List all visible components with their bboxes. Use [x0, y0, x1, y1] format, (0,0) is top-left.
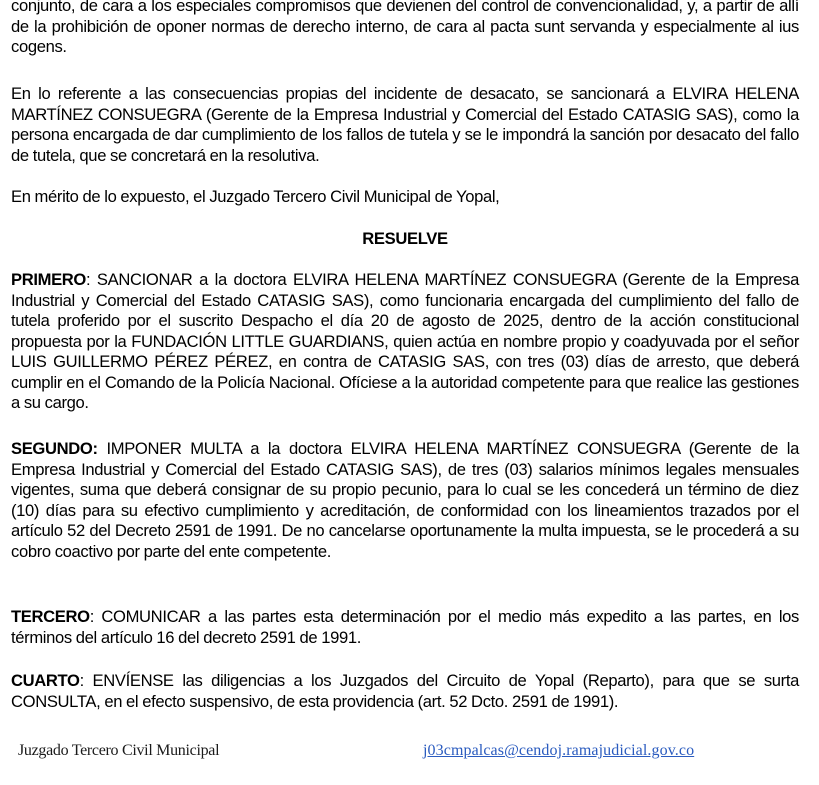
resolution-label: PRIMERO	[11, 270, 86, 289]
resolution-label: CUARTO	[11, 671, 80, 690]
resolution-cuarto	[11, 671, 799, 712]
resolution-label: TERCERO	[11, 607, 90, 626]
resolution-text: IMPONER MULTA a la doctora ELVIRA HELENA MARTÍNEZ CONSUEGRA (Gerente de la Empresa Industrial y Comercial del Estado CATASIG SAS), de tres (03) salarios mínimos legales mensuales vigentes, suma que deberá consignar de su propio pecunio, para lo cual se les concederá un término de diez (10) días para su efectivo cumplimiento y acreditación, de conformidad con los lineamientos trazados por el artículo 52 del Decreto 2591 de 1991. De no cancelarse oportunamente la multa impuesta, se le procederá a su cobro coactivo por parte del ente competente.	[11, 439, 799, 561]
footer-court-name: Juzgado Tercero Civil Municipal	[18, 742, 220, 759]
resolve-heading: RESUELVE	[362, 229, 448, 248]
paragraph-merit: En mérito de lo expuesto, el Juzgado Tercero Civil Municipal de Yopal,	[11, 187, 500, 206]
resolution-segundo	[11, 439, 799, 562]
resolution-text: COMUNICAR a las partes esta determinación por el medio más expedito a las partes, en los términos del artículo 16 del decreto 2591 de 1991.	[11, 607, 799, 647]
resolution-label: SEGUNDO:	[11, 439, 98, 458]
page-footer	[0, 741, 819, 763]
paragraph-consequences: En lo referente a las consecuencias propias del incidente de desacato, se sancionará a ELVIRA HELENA MARTÍNEZ CONSUEGRA (Gerente de la Empresa Industrial y Comercial del Estado CATASIG SAS), como la persona encargada de dar cumplimiento de los fallos de tutela y se le impondrá la sanción por desacato del fallo de tutela, que se concretará en la resolutiva.	[11, 84, 799, 165]
resolution-separator: :	[86, 270, 97, 289]
resolution-separator: :	[89, 607, 102, 626]
resolution-separator: :	[79, 671, 93, 690]
resolution-text: ENVÍENSE las diligencias a los Juzgados del Circuito de Yopal (Reparto), para que se surta CONSULTA, en el efecto suspensivo, de esta providencia (art. 52 Dcto. 2591 de 1991).	[11, 671, 799, 711]
resolution-primero	[11, 270, 799, 414]
footer-email-link[interactable]: j03cmpalcas@cendoj.ramajudicial.gov.co	[423, 742, 695, 759]
paragraph-intro: conjunto, de cara a los especiales compromisos que devienen del control de convencionalidad, y, a partir de allí de la prohibición de oponer normas de derecho interno, de cara al pacta sunt servanda y especialmente al ius cogens.	[11, 0, 799, 56]
resolution-text: SANCIONAR a la doctora ELVIRA HELENA MARTÍNEZ CONSUEGRA (Gerente de la Empresa Industrial y Comercial del Estado CATASIG SAS), como funcionaria encargada del cumplimiento del fallo de tutela proferido por el suscrito Despacho el día 20 de agosto de 2025, dentro de la acción constitucional propuesta por la FUNDACIÓN LITTLE GUARDIANS, quien actúa en nombre propio y coadyuvada por el señor LUIS GUILLERMO PÉREZ PÉREZ, en contra de CATASIG SAS, con tres (03) días de arresto, que deberá cumplir en el Comando de la Policía Nacional. Ofíciese a la autoridad competente para que realice las gestiones a su cargo.	[11, 270, 799, 412]
resolution-tercero	[11, 607, 799, 648]
